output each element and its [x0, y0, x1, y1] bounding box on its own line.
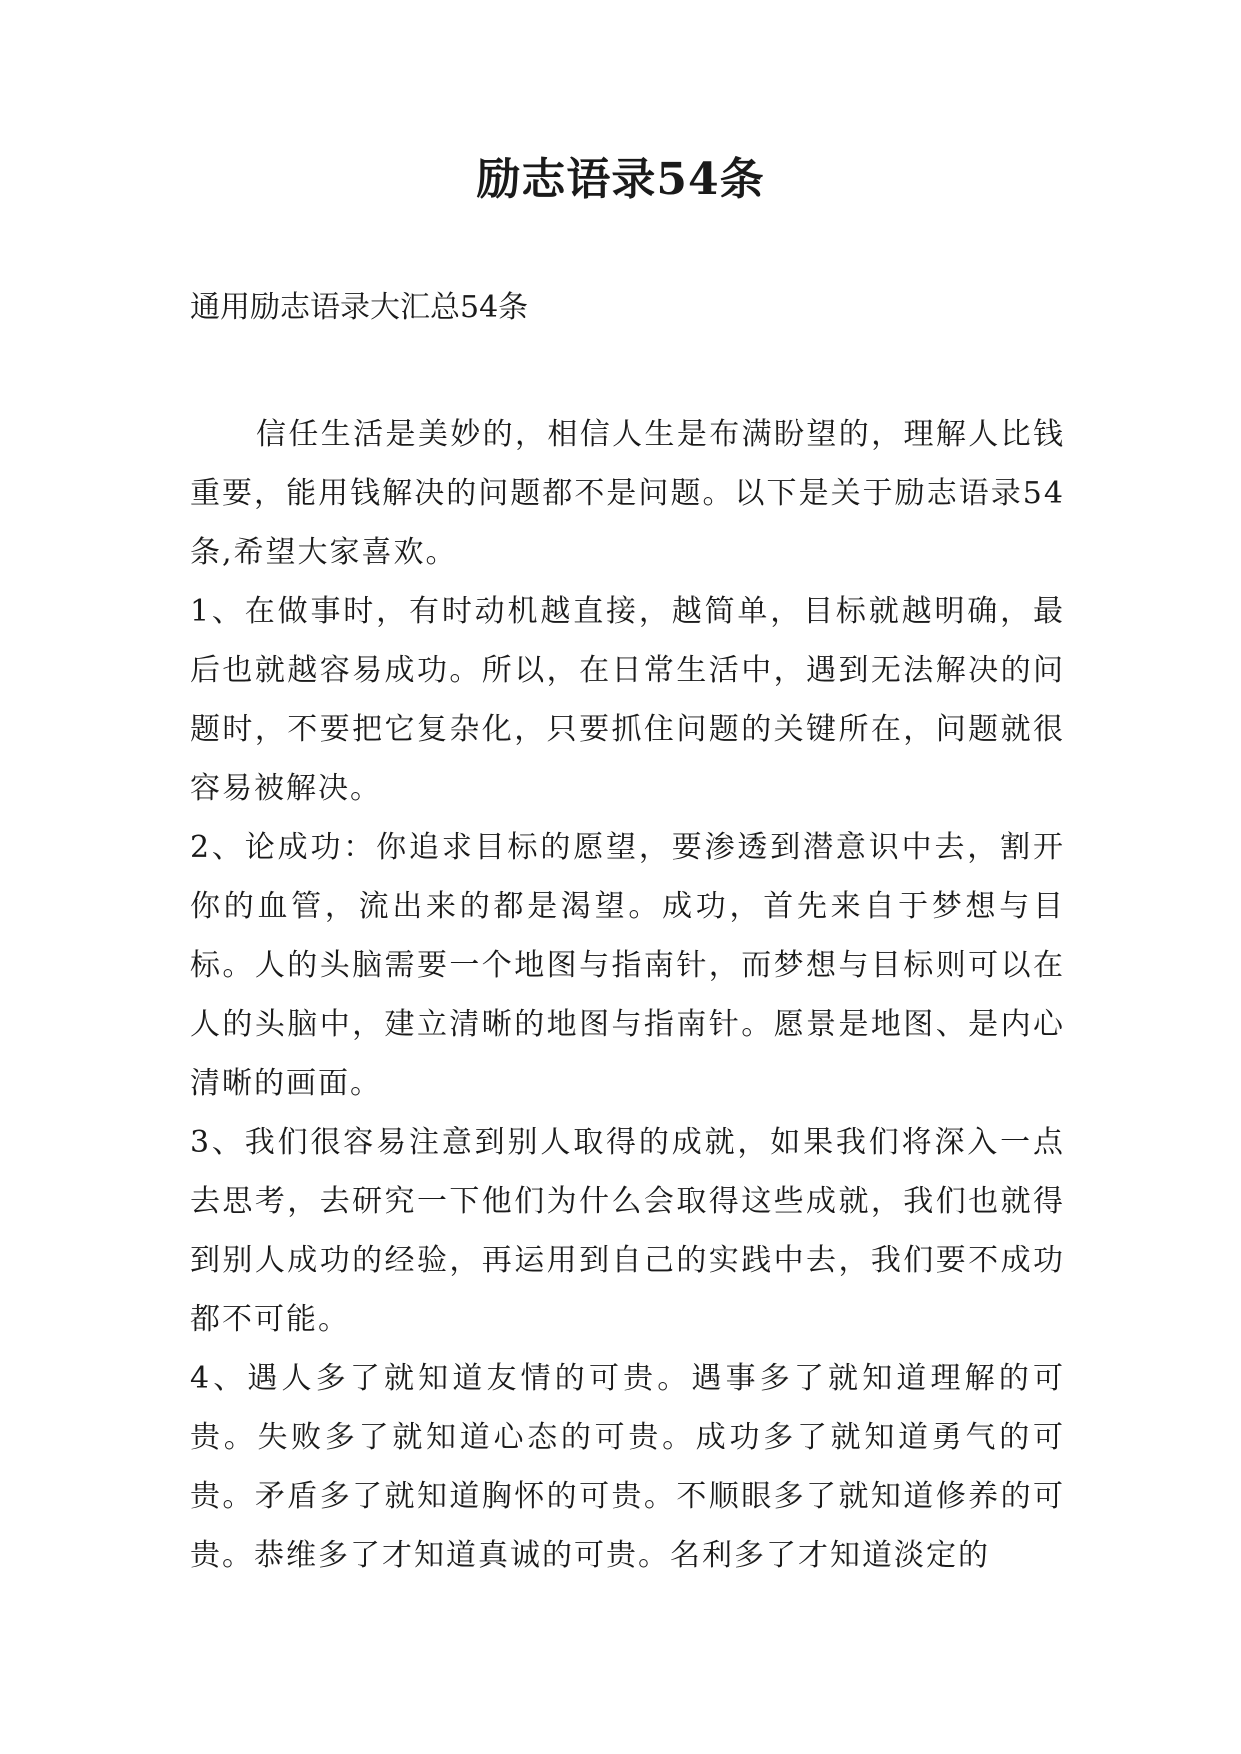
document-body: [190, 405, 1065, 1585]
quote-item-4: 4、遇人多了就知道友情的可贵。遇事多了就知道理解的可贵。失败多了就知道心态的可贵。成功多了就知道勇气的可贵。矛盾多了就知道胸怀的可贵。不顺眼多了就知道修养的可贵。恭维多了才知道真诚的可贵。名利多了才知道淡定的: [190, 1361, 1065, 1573]
quote-item-3: 3、我们很容易注意到别人取得的成就，如果我们将深入一点去思考，去研究一下他们为什么会取得这些成就，我们也就得到别人成功的经验，再运用到自己的实践中去，我们要不成功都不可能。: [190, 1125, 1065, 1337]
quote-item-1: 1、在做事时，有时动机越直接，越简单，目标就越明确，最后也就越容易成功。所以，在日常生活中，遇到无法解决的问题时，不要把它复杂化，只要抓住问题的关键所在，问题就很容易被解决。: [190, 594, 1065, 806]
intro-paragraph: 信任生活是美妙的，相信人生是布满盼望的，理解人比钱重要，能用钱解决的问题都不是问题。以下是关于励志语录54条,希望大家喜欢。: [190, 417, 1065, 570]
document-title: 励志语录54条: [476, 154, 765, 205]
quote-item-2: 2、论成功：你追求目标的愿望，要渗透到潜意识中去，割开你的血管，流出来的都是渴望。成功，首先来自于梦想与目标。人的头脑需要一个地图与指南针，而梦想与目标则可以在人的头脑中，建立清晰的地图与指南针。愿景是地图、是内心清晰的画面。: [190, 830, 1065, 1101]
document-subtitle: 通用励志语录大汇总54条: [190, 290, 529, 325]
